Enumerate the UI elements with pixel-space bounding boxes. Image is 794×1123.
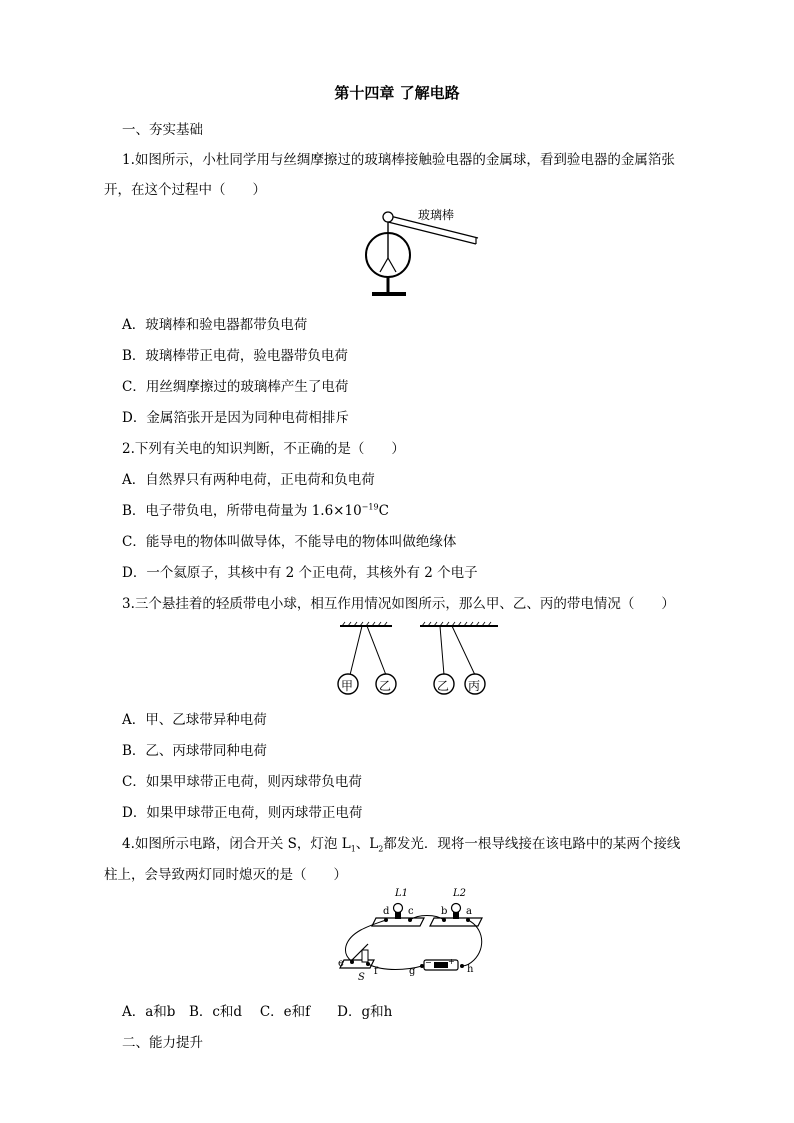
section-heading-advanced: 二、能力提升 (122, 1035, 203, 1051)
terminal-a-label: a (466, 906, 472, 917)
q4-stem-sub2: 2 (378, 844, 384, 854)
q1-option-c: C．用丝绸摩擦过的玻璃棒产生了电荷 (122, 379, 349, 395)
q2-option-c: C．能导电的物体叫做导体，不能导电的物体叫做绝缘体 (122, 534, 457, 550)
glass-rod-label: 玻璃棒 (418, 208, 455, 222)
switch-s-label: S (358, 972, 365, 983)
q2-stem: 2.下列有关电的知识判断，不正确的是（ ） (122, 441, 405, 457)
q4-stem-text-a: 4.如图所示电路，闭合开关 S，灯泡 L (122, 836, 351, 852)
q2-option-b-text: B．电子带负电，所带电荷量为 1.6×10 (122, 503, 362, 519)
q1-stem-line2: 开，在这个过程中（ ） (104, 182, 266, 198)
q3-stem: 3.三个悬挂着的轻质带电小球，相互作用情况如图所示，那么甲、乙、丙的带电情况（ ） (122, 596, 675, 612)
q3-option-d: D．如果甲球带正电荷，则丙球带正电荷 (122, 805, 363, 821)
ball-bing-label: 丙 (468, 679, 481, 693)
q3-option-c: C．如果甲球带正电荷，则丙球带负电荷 (122, 774, 362, 790)
svg-text:+: + (448, 957, 455, 966)
terminal-e-label: e (338, 958, 344, 969)
terminal-c-label: c (408, 906, 414, 917)
q2-option-a: A．自然界只有两种电荷，正电荷和负电荷 (122, 472, 375, 488)
section-heading-basics: 一、夯实基础 (122, 122, 203, 138)
lamp1-label: L1 (395, 888, 409, 899)
q1-option-a: A．玻璃棒和验电器都带负电荷 (122, 317, 308, 333)
q4-stem-line2: 柱上，会导致两灯同时熄灭的是（ ） (104, 867, 347, 883)
q3-option-b: B．乙、丙球带同种电荷 (122, 743, 267, 759)
q1-option-d: D．金属箔张开是因为同种电荷相排斥 (122, 410, 349, 426)
q3-option-a: A．甲、乙球带异种电荷 (122, 712, 267, 728)
q2-option-b (122, 499, 389, 519)
q4-stem-text-b: 、L (355, 836, 379, 852)
q1-stem-line1: 1.如图所示，小杜同学用与丝绸摩擦过的玻璃棒接触验电器的金属球，看到验电器的金属箔张 (122, 152, 675, 168)
chapter-title: 第十四章 了解电路 (334, 84, 460, 102)
q1-option-b: B．玻璃棒带正电荷，验电器带负电荷 (122, 348, 348, 364)
ball-yi-left-label: 乙 (379, 679, 392, 693)
q4-stem-text-c: 都发光．现将一根导线接在该电路中的某两个接线 (383, 836, 681, 852)
q2-option-d: D．一个氦原子，其核中有 2 个正电荷，其核外有 2 个电子 (122, 565, 478, 581)
terminal-g-label: g (409, 966, 416, 977)
q4-stem-sub1: 1 (350, 844, 356, 854)
terminal-h-label: h (467, 964, 474, 975)
terminal-f-label: f (374, 966, 378, 977)
q4-options: A．a和b B．c和d C．e和f D．g和h (122, 1004, 393, 1020)
ball-yi-right-label: 乙 (437, 679, 450, 693)
q2-option-b-unit: C (378, 503, 389, 519)
terminal-d-label: d (383, 906, 390, 917)
svg-text:−: − (425, 958, 432, 967)
terminal-b-label: b (441, 906, 448, 917)
ball-jia-label: 甲 (341, 679, 354, 693)
q2-option-b-exponent: −19 (361, 502, 379, 512)
q4-stem-line1 (122, 832, 680, 854)
lamp2-label: L2 (453, 888, 467, 899)
